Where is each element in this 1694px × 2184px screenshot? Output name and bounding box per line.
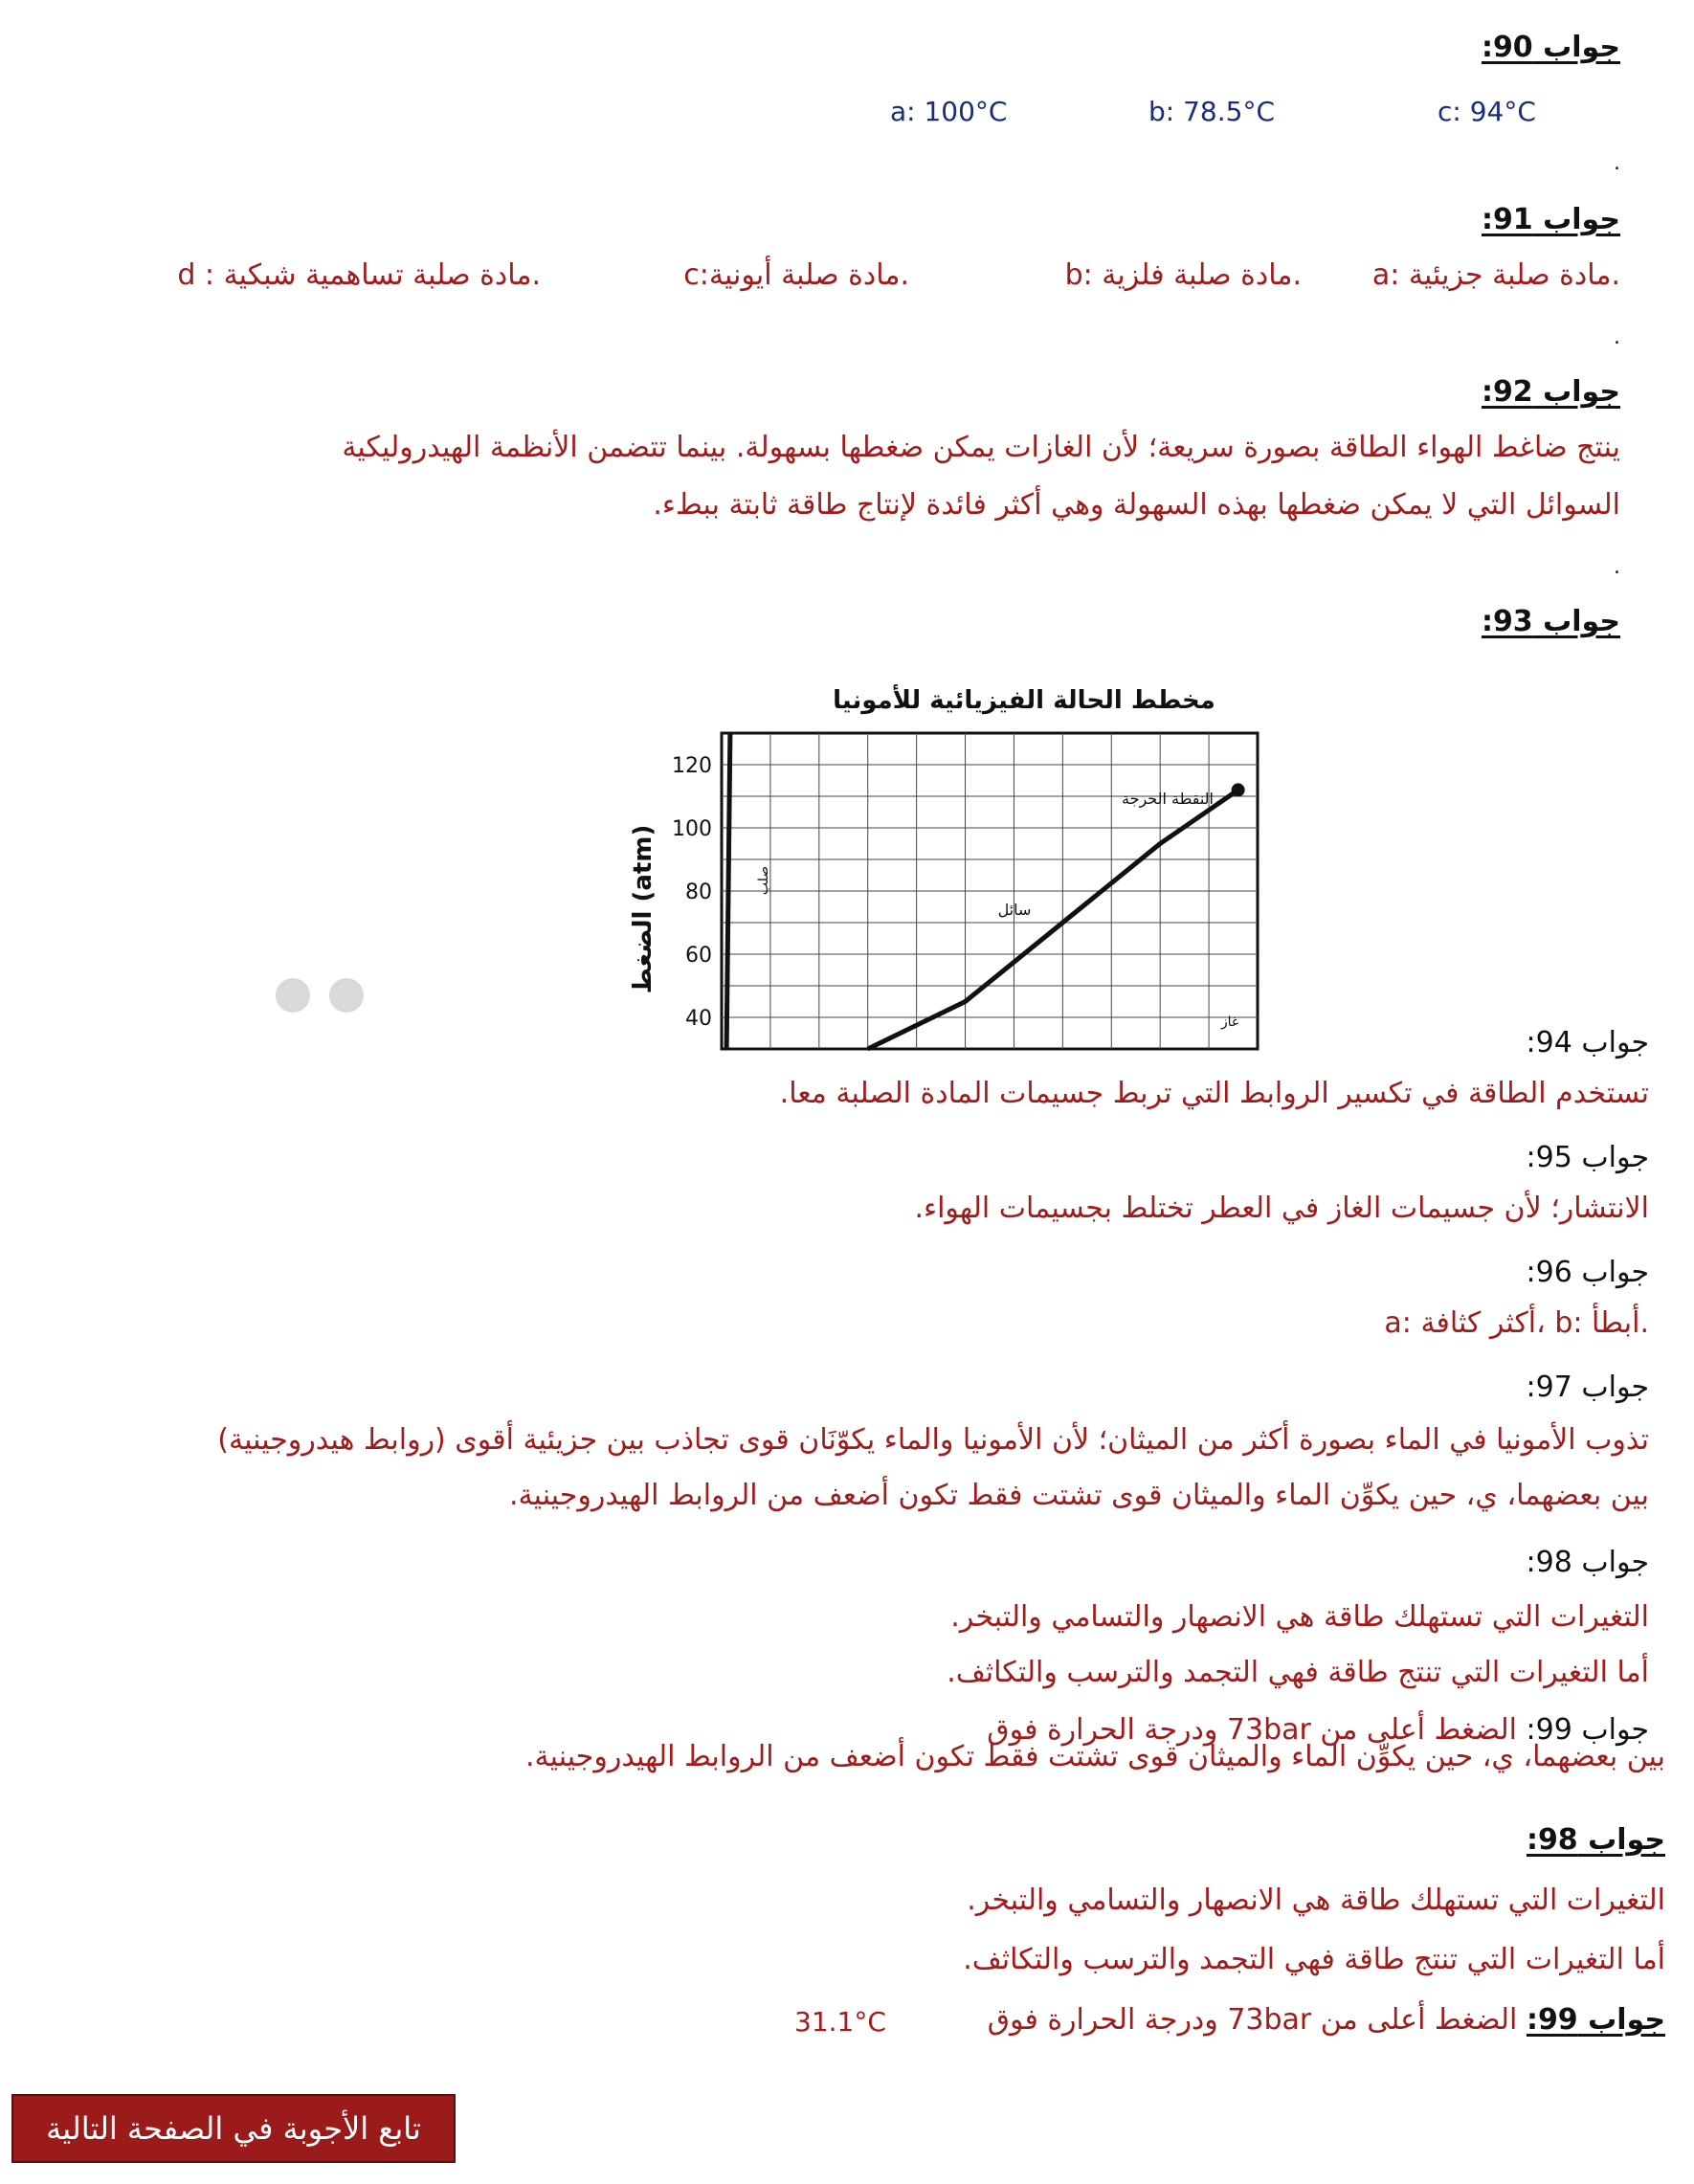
answer-98-header: جواب 98: (1526, 1546, 1649, 1579)
y-tick-label: 100 (672, 817, 712, 841)
answer-90-header: جواب 90: (1481, 31, 1620, 64)
separator-dot: . (1614, 555, 1620, 579)
y-tick-label: 80 (685, 880, 712, 904)
critical-point-marker (1232, 783, 1245, 796)
separator-dot: . (1614, 325, 1620, 349)
answer-98-line-1: التغيرات التي تستهلك طاقة هي الانصهار والتسامي والتبخر. (950, 1600, 1649, 1634)
region-label-gas: غاز (1220, 1014, 1239, 1030)
answer-90-option-c: c: 94°C (1438, 96, 1536, 127)
region-label-solid: صلب (756, 865, 771, 896)
answer-95-header: جواب 95: (1526, 1141, 1649, 1174)
decorative-dot (276, 978, 310, 1013)
y-axis-label: الضغط (atm) (629, 824, 658, 994)
y-axis-ticks (672, 754, 712, 1031)
answer-91-option-c: c:مادة صلبة أيونية. (683, 258, 909, 292)
answer-96-line-1: a: أكثر كثافة، b: أبطأ. (1384, 1306, 1649, 1340)
answer-99-repeat-value: 31.1°C (794, 2006, 886, 2038)
y-tick-label: 60 (685, 944, 712, 968)
answer-97-line-2: بين بعضهما، ي، حين يكوِّن الماء والميثان قوى تشتت فقط تكون أضعف من الروابط الهيدروجينية. (509, 1479, 1649, 1512)
answer-96-header: جواب 96: (1526, 1256, 1649, 1289)
answer-92-line-2: السوائل التي لا يمكن ضغطها بهذه السهولة وهي أكثر فائدة لإنتاج طاقة ثابتة ببطء. (653, 488, 1620, 522)
answer-92-header: جواب 92: (1481, 375, 1620, 409)
decorative-dot (329, 978, 364, 1013)
critical-point-label: النقطة الحرجة (1122, 790, 1214, 808)
answer-91-option-a: a: مادة صلبة جزيئية. (1371, 258, 1620, 292)
answer-91-option-d: d : مادة صلبة تساهمية شبكية. (177, 258, 541, 292)
answer-99-repeat-line (988, 2003, 1665, 2037)
answer-97-line-1: تذوب الأمونيا في الماء بصورة أكثر من الميثان؛ لأن الأمونيا والماء يكوّنَان قوى تجاذب بين جزيئية أقوى (روابط هيدروجينية) (217, 1423, 1649, 1457)
answer-94-line-1: تستخدم الطاقة في تكسير الروابط التي تربط جسيمات المادة الصلبة معا. (779, 1077, 1649, 1110)
answer-98-repeat-line-1: التغيرات التي تستهلك طاقة هي الانصهار والتسامي والتبخر. (967, 1883, 1665, 1917)
phase-diagram-svg (613, 670, 1340, 1072)
answer-91-header: جواب 91: (1481, 203, 1620, 236)
answer-98-repeat-header: جواب 98: (1526, 1823, 1665, 1857)
answer-91-option-b: b: مادة صلبة فلزية. (1064, 258, 1302, 292)
answer-99-repeat-text: الضغط أعلى من 73bar ودرجة الحرارة فوق (987, 2003, 1518, 2037)
overlap-strip (0, 1740, 1694, 1797)
chart-title: مخطط الحالة الفيزيائية للأمونيا (833, 686, 1215, 715)
answer-93-header: جواب 93: (1481, 605, 1620, 638)
separator-dot: . (1614, 151, 1620, 175)
answer-98-repeat-line-2: أما التغيرات التي تنتج طاقة فهي التجمد والترسب والتكاثف. (963, 1943, 1665, 1976)
y-tick-label: 40 (685, 1007, 712, 1031)
answer-98-line-2: أما التغيرات التي تنتج طاقة فهي التجمد والترسب والتكاثف. (947, 1656, 1649, 1689)
answer-99-header: جواب 99: (1526, 1713, 1649, 1747)
answer-99-text: الضغط أعلى من 73bar ودرجة الحرارة فوق (987, 1713, 1517, 1747)
region-label-liquid: سائل (997, 901, 1032, 919)
answer-90-option-b: b: 78.5°C (1148, 96, 1276, 127)
overlap-line: بين بعضهما، ي، حين يكوِّن الماء والميثان قوى تشتت فقط تكون أضعف من الروابط الهيدروجينية. (525, 1740, 1665, 1773)
answer-94-header: جواب 94: (1526, 1026, 1649, 1059)
answer-90-option-a: a: 100°C (890, 96, 1008, 127)
answer-92-line-1: ينتج ضاغط الهواء الطاقة بصورة سريعة؛ لأن الغازات يمكن ضغطها بسهولة. بينما تتضمن الأنظمة الهيدروليكية (342, 431, 1620, 464)
answer-95-line-1: الانتشار؛ لأن جسيمات الغاز في العطر تختلط بجسيمات الهواء. (914, 1192, 1649, 1225)
next-page-banner: تابع الأجوبة في الصفحة التالية (11, 2094, 456, 2163)
y-tick-label: 120 (672, 754, 712, 778)
ammonia-phase-diagram (613, 670, 1340, 1031)
answer-99-repeat-header: جواب 99: (1526, 2003, 1665, 2037)
answer-97-header: جواب 97: (1526, 1371, 1649, 1404)
